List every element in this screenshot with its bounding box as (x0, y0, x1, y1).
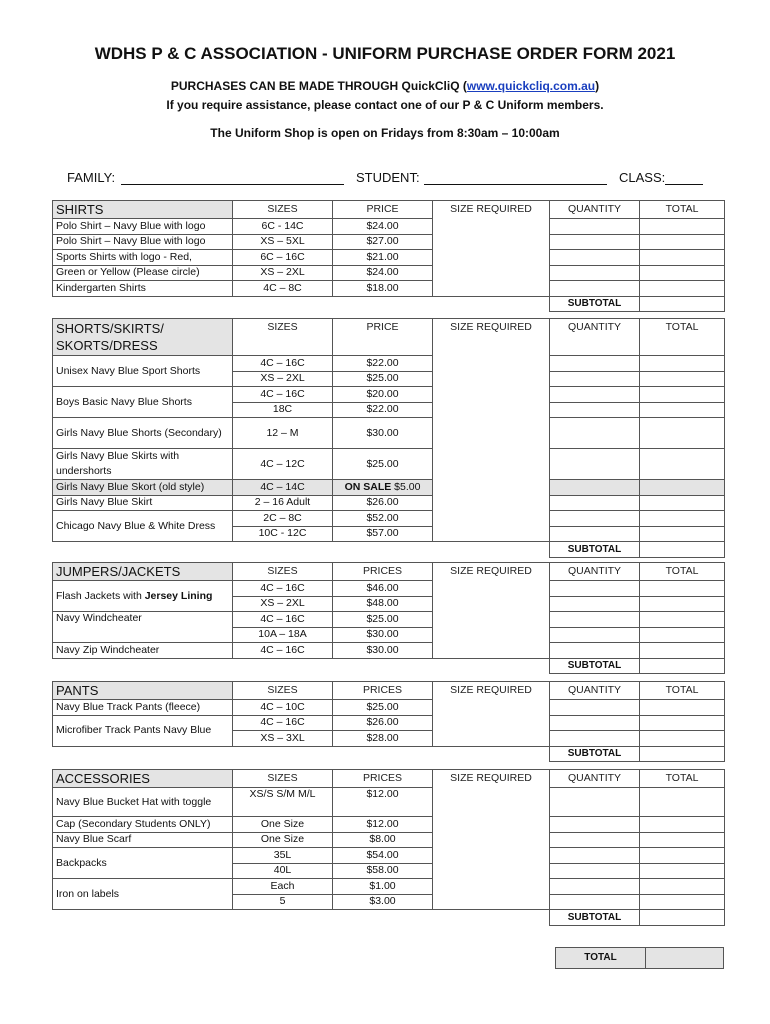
total-cell[interactable] (640, 788, 725, 817)
item-price: $1.00 (333, 879, 433, 895)
item-size: 4C – 16C (233, 612, 333, 628)
total-cell[interactable] (640, 356, 725, 372)
item-size: 2 – 16 Adult (233, 495, 333, 511)
item-price: $30.00 (333, 418, 433, 449)
section-name: ACCESSORIES (53, 770, 233, 788)
item-size: 35L (233, 848, 333, 864)
quantity-cell[interactable] (550, 480, 640, 496)
quantity-header: QUANTITY (550, 563, 640, 581)
subtotal-label: SUBTOTAL (550, 746, 640, 762)
table-row (53, 418, 725, 449)
item-price: $28.00 (333, 731, 433, 747)
total-cell[interactable] (640, 817, 725, 833)
item-price: $30.00 (333, 627, 433, 643)
total-cell[interactable] (640, 848, 725, 864)
quantity-cell[interactable] (550, 700, 640, 716)
total-cell[interactable] (640, 449, 725, 480)
total-cell[interactable] (640, 715, 725, 731)
subtotal-label: SUBTOTAL (550, 910, 640, 926)
grand-total-label: TOTAL (556, 948, 646, 968)
prices-header: PRICES (333, 682, 433, 700)
item-name: Microfiber Track Pants Navy Blue (53, 715, 233, 746)
item-size: 4C – 16C (233, 643, 333, 659)
form-title: WDHS P & C ASSOCIATION - UNIFORM PURCHASE ORDER FORM 2021 (94, 44, 676, 63)
item-price: $22.00 (333, 356, 433, 372)
table-row (53, 480, 725, 496)
item-size: XS – 2XL (233, 596, 333, 612)
item-price: $20.00 (333, 387, 433, 403)
total-cell[interactable] (640, 863, 725, 879)
family-field[interactable] (121, 184, 344, 185)
quantity-header: QUANTITY (550, 682, 640, 700)
item-name: Polo Shirt – Navy Blue with logo (53, 219, 233, 235)
item-size: 4C – 12C (233, 449, 333, 480)
item-name: Backpacks (53, 848, 233, 879)
subtotal-cell[interactable] (640, 746, 725, 762)
subtotal-cell[interactable] (640, 542, 725, 558)
table-row (53, 387, 725, 403)
item-price: $30.00 (333, 643, 433, 659)
student-field[interactable] (424, 184, 607, 185)
table-row (53, 700, 725, 716)
item-price: $54.00 (333, 848, 433, 864)
total-header: TOTAL (640, 201, 725, 219)
total-cell[interactable] (640, 402, 725, 418)
item-name: Polo Shirt – Navy Blue with logo (53, 234, 233, 250)
item-size: 6C – 16C (233, 250, 333, 266)
subtotal-cell[interactable] (640, 910, 725, 926)
section-name: SHIRTS (53, 201, 233, 219)
quantity-cell[interactable] (550, 281, 640, 297)
total-cell[interactable] (640, 700, 725, 716)
item-price (333, 480, 433, 496)
quantity-header: QUANTITY (550, 770, 640, 788)
item-size: 5 (233, 894, 333, 910)
item-price: $26.00 (333, 495, 433, 511)
item-name: Kindergarten Shirts (53, 281, 233, 297)
item-price: $52.00 (333, 511, 433, 527)
quantity-cell[interactable] (550, 449, 640, 480)
item-name: Navy Blue Track Pants (fleece) (53, 700, 233, 716)
item-size: XS – 2XL (233, 265, 333, 281)
total-header: TOTAL (640, 682, 725, 700)
item-size: 4C – 16C (233, 356, 333, 372)
quantity-cell[interactable] (550, 832, 640, 848)
table-row (53, 250, 725, 266)
item-size: Each (233, 879, 333, 895)
accessories-table (52, 769, 725, 926)
total-cell[interactable] (640, 894, 725, 910)
table-row (53, 281, 725, 297)
pants-table (52, 681, 725, 762)
total-cell[interactable] (640, 643, 725, 659)
quickcliq-link[interactable]: www.quickcliq.com.au (466, 79, 596, 93)
size-required-header: SIZE REQUIRED (433, 201, 550, 297)
table-row (53, 788, 725, 817)
item-price: $18.00 (333, 281, 433, 297)
purchase-info-prefix: PURCHASES CAN BE MADE THROUGH QuickCliQ ( (170, 79, 467, 93)
table-row (53, 511, 725, 527)
item-size: 10C - 12C (233, 526, 333, 542)
item-price: $57.00 (333, 526, 433, 542)
table-row (53, 449, 725, 480)
table-row (53, 265, 725, 281)
item-price: $25.00 (333, 449, 433, 480)
total-cell[interactable] (640, 371, 725, 387)
class-label: CLASS: (619, 170, 666, 185)
quantity-cell[interactable] (550, 894, 640, 910)
sizes-header: SIZES (233, 770, 333, 788)
purchase-info-line (0, 79, 770, 93)
quantity-cell[interactable] (550, 265, 640, 281)
subtotal-label: SUBTOTAL (550, 296, 640, 312)
shirts-table (52, 200, 725, 312)
total-cell[interactable] (640, 832, 725, 848)
quantity-cell[interactable] (550, 612, 640, 628)
total-cell[interactable] (640, 612, 725, 628)
total-cell[interactable] (640, 281, 725, 297)
item-price: $24.00 (333, 265, 433, 281)
grand-total-cell[interactable] (646, 948, 723, 968)
total-cell[interactable] (640, 234, 725, 250)
table-row (53, 879, 725, 895)
quantity-header: QUANTITY (550, 319, 640, 356)
item-price: $12.00 (333, 788, 433, 817)
prices-header: PRICES (333, 563, 433, 581)
item-price: $25.00 (333, 700, 433, 716)
quantity-cell[interactable] (550, 356, 640, 372)
item-name: Flash Jackets with Jersey Lining (53, 581, 233, 612)
item-price: $25.00 (333, 612, 433, 628)
item-name: Chicago Navy Blue & White Dress (53, 511, 233, 542)
total-cell[interactable] (640, 480, 725, 496)
item-name: Boys Basic Navy Blue Shorts (53, 387, 233, 418)
item-size: One Size (233, 817, 333, 833)
item-price: $27.00 (333, 234, 433, 250)
quantity-cell[interactable] (550, 643, 640, 659)
item-price: $25.00 (333, 371, 433, 387)
item-name: Iron on labels (53, 879, 233, 910)
item-size: XS – 2XL (233, 371, 333, 387)
table-row (53, 817, 725, 833)
on-sale-badge: ON SALE (344, 480, 392, 493)
quantity-cell[interactable] (550, 817, 640, 833)
subtotal-cell[interactable] (640, 658, 725, 674)
quantity-cell[interactable] (550, 250, 640, 266)
quantity-cell[interactable] (550, 627, 640, 643)
total-cell[interactable] (640, 418, 725, 449)
total-cell[interactable] (640, 526, 725, 542)
table-row (53, 848, 725, 864)
quantity-cell[interactable] (550, 387, 640, 403)
total-cell[interactable] (640, 511, 725, 527)
total-cell[interactable] (640, 387, 725, 403)
quantity-cell[interactable] (550, 219, 640, 235)
purchase-info-suffix: ) (595, 79, 600, 93)
assistance-line: If you require assistance, please contact one of our P & C Uniform members. (166, 98, 604, 112)
item-price: $3.00 (333, 894, 433, 910)
quantity-cell[interactable] (550, 596, 640, 612)
item-name: Girls Navy Blue Skort (old style) (53, 480, 233, 496)
quantity-cell[interactable] (550, 371, 640, 387)
total-cell[interactable] (640, 495, 725, 511)
shop-hours-line: The Uniform Shop is open on Fridays from 8:30am – 10:00am (210, 126, 560, 140)
jumpers-table (52, 562, 725, 674)
total-header: TOTAL (640, 563, 725, 581)
section-name: SHORTS/SKIRTS/ SKORTS/DRESS (53, 319, 233, 356)
quantity-cell[interactable] (550, 234, 640, 250)
item-name: Navy Windcheater (53, 612, 233, 643)
item-price: $26.00 (333, 715, 433, 731)
item-name: Girls Navy Blue Skirt (53, 495, 233, 511)
total-cell[interactable] (640, 731, 725, 747)
item-size: 2C – 8C (233, 511, 333, 527)
sizes-header: SIZES (233, 319, 333, 356)
size-required-header: SIZE REQUIRED (433, 682, 550, 747)
item-size: 4C – 16C (233, 387, 333, 403)
total-header: TOTAL (640, 770, 725, 788)
item-name: Navy Zip Windcheater (53, 643, 233, 659)
quantity-cell[interactable] (550, 581, 640, 597)
total-cell[interactable] (640, 219, 725, 235)
quantity-cell[interactable] (550, 402, 640, 418)
table-row (53, 643, 725, 659)
item-name: Cap (Secondary Students ONLY) (53, 817, 233, 833)
item-price: $58.00 (333, 863, 433, 879)
item-price: $12.00 (333, 817, 433, 833)
item-size: 6C - 14C (233, 219, 333, 235)
item-price: $24.00 (333, 219, 433, 235)
table-row (53, 356, 725, 372)
table-row (53, 832, 725, 848)
price-header: PRICE (333, 319, 433, 356)
quantity-cell[interactable] (550, 511, 640, 527)
item-name: Navy Blue Bucket Hat with toggle (53, 788, 233, 817)
grand-total-box (555, 947, 724, 969)
item-size: XS/S S/M M/L (233, 788, 333, 817)
total-cell[interactable] (640, 265, 725, 281)
total-cell[interactable] (640, 581, 725, 597)
quantity-cell[interactable] (550, 788, 640, 817)
prices-header: PRICES (333, 770, 433, 788)
table-row (53, 581, 725, 597)
item-name: Girls Navy Blue Shorts (Secondary) (53, 418, 233, 449)
section-name: PANTS (53, 682, 233, 700)
item-name: Green or Yellow (Please circle) (53, 265, 233, 281)
item-size: One Size (233, 832, 333, 848)
shorts-table (52, 318, 725, 558)
item-price: $46.00 (333, 581, 433, 597)
total-cell[interactable] (640, 879, 725, 895)
table-row (53, 612, 725, 628)
quantity-cell[interactable] (550, 418, 640, 449)
item-size: 12 – M (233, 418, 333, 449)
class-field[interactable] (665, 184, 703, 185)
quantity-cell[interactable] (550, 848, 640, 864)
item-size: 4C – 16C (233, 581, 333, 597)
subtotal-label: SUBTOTAL (550, 542, 640, 558)
quantity-cell[interactable] (550, 731, 640, 747)
quantity-cell[interactable] (550, 526, 640, 542)
table-row (53, 495, 725, 511)
item-size: 18C (233, 402, 333, 418)
item-size: 4C – 8C (233, 281, 333, 297)
item-name: Unisex Navy Blue Sport Shorts (53, 356, 233, 387)
size-required-header: SIZE REQUIRED (433, 319, 550, 542)
quantity-cell[interactable] (550, 879, 640, 895)
table-row (53, 219, 725, 235)
quantity-header: QUANTITY (550, 201, 640, 219)
price-header: PRICE (333, 201, 433, 219)
total-cell[interactable] (640, 627, 725, 643)
total-cell[interactable] (640, 596, 725, 612)
item-name: Navy Blue Scarf (53, 832, 233, 848)
total-header: TOTAL (640, 319, 725, 356)
item-size: 40L (233, 863, 333, 879)
quantity-cell[interactable] (550, 495, 640, 511)
subtotal-cell[interactable] (640, 296, 725, 312)
quantity-cell[interactable] (550, 863, 640, 879)
student-label: STUDENT: (356, 170, 420, 185)
total-cell[interactable] (640, 250, 725, 266)
item-size: 4C – 10C (233, 700, 333, 716)
sizes-header: SIZES (233, 201, 333, 219)
item-size: 10A – 18A (233, 627, 333, 643)
item-price: $8.00 (333, 832, 433, 848)
size-required-header: SIZE REQUIRED (433, 563, 550, 659)
item-size: 4C – 14C (233, 480, 333, 496)
item-price: $21.00 (333, 250, 433, 266)
sizes-header: SIZES (233, 563, 333, 581)
subtotal-label: SUBTOTAL (550, 658, 640, 674)
item-size: XS – 3XL (233, 731, 333, 747)
item-price: $48.00 (333, 596, 433, 612)
family-label: FAMILY: (67, 170, 116, 185)
table-row (53, 715, 725, 731)
item-name: Sports Shirts with logo - Red, (53, 250, 233, 266)
item-size: 4C – 16C (233, 715, 333, 731)
item-size: XS – 5XL (233, 234, 333, 250)
item-price: $22.00 (333, 402, 433, 418)
size-required-header: SIZE REQUIRED (433, 770, 550, 910)
sizes-header: SIZES (233, 682, 333, 700)
item-name: Girls Navy Blue Skirts with undershorts (53, 449, 233, 480)
quantity-cell[interactable] (550, 715, 640, 731)
section-name: JUMPERS/JACKETS (53, 563, 233, 581)
table-row (53, 234, 725, 250)
sale-price: $5.00 (394, 480, 421, 493)
